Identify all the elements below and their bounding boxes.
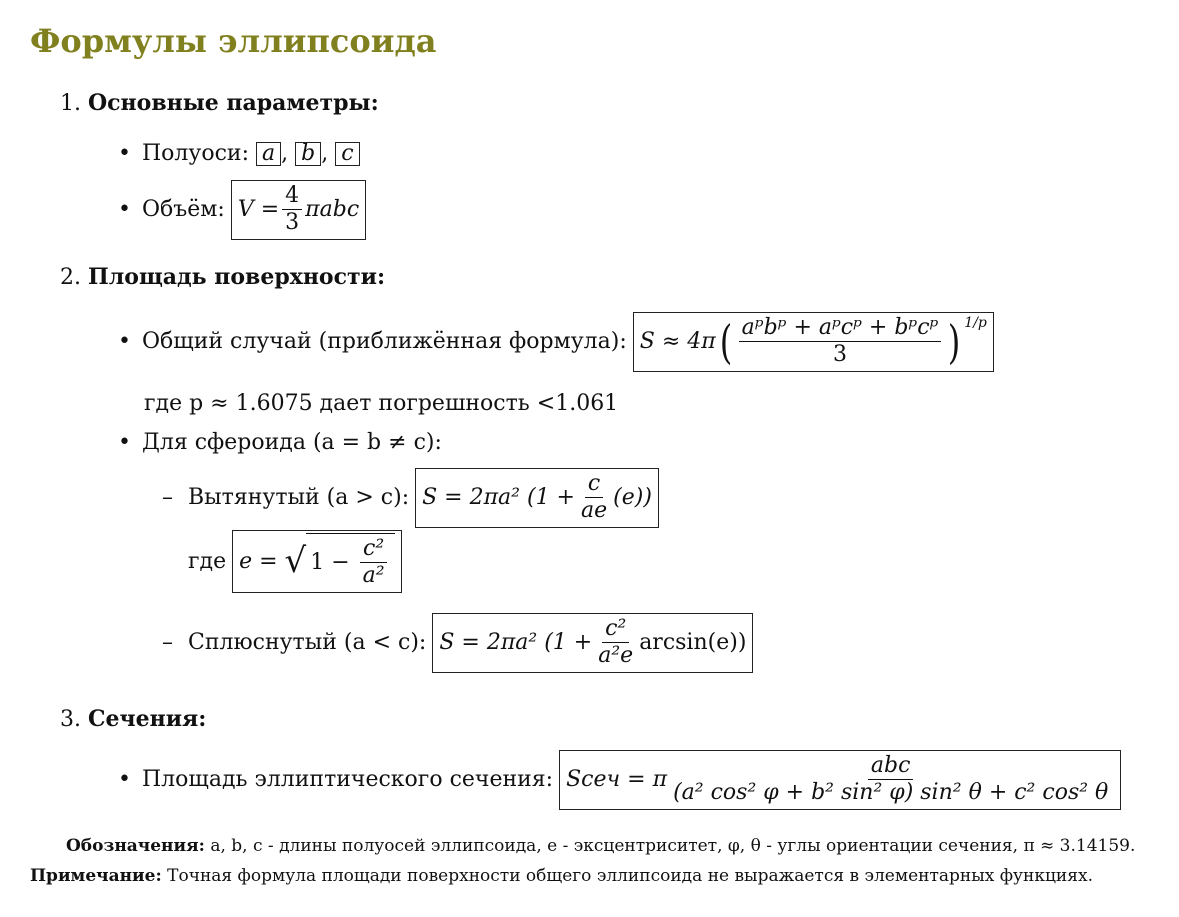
semiaxes-label: Полуоси: [142, 141, 249, 166]
fraction: $\frac{\text{c²}}{\text{a²e}}$ [598, 616, 634, 669]
section-1-heading [60, 90, 379, 116]
spheroid-item [118, 430, 442, 455]
volume-label: Объём: [142, 197, 225, 223]
page-title: Формулы эллипсоида [30, 22, 437, 60]
section-number: 2. [60, 265, 81, 290]
section-title: Основные параметры: [88, 90, 379, 116]
sqrt: √ 1 − $\frac{\text{c²}}{\text{a²}}$ [285, 533, 395, 590]
fraction: $\frac{\text{aᵖbᵖ + aᵖcᵖ + bᵖcᵖ}}{3}$ [739, 315, 942, 369]
bullet: • [118, 767, 131, 793]
fraction: $\frac{4}{3}$ [282, 183, 302, 237]
section-title: Площадь поверхности: [88, 264, 386, 290]
section-title: Сечения: [88, 706, 207, 732]
eccentricity-formula: e = √ 1 − $\frac{\text{c²}}{\text{a²}}$ [232, 530, 402, 593]
bullet: • [118, 141, 131, 166]
cross-section-item [118, 750, 1121, 810]
notation-label: Обозначения: [66, 836, 205, 856]
fraction: $\frac{\text{c²}}{\text{a²}}$ [360, 536, 388, 590]
section-number: 3. [60, 707, 81, 732]
semiaxis-c: c [335, 142, 359, 166]
general-label: Общий случай (приближённая формула): [142, 329, 627, 355]
fraction: $\frac{c}{ae}$ [581, 471, 608, 524]
where-p-text: где p ≈ 1.6075 дает погрешность <1.061 [144, 391, 619, 416]
volume-item [118, 180, 366, 240]
remark-note [30, 866, 1093, 886]
dash: – [162, 630, 173, 656]
notation-text: a, b, c - длины полуосей эллипсоида, e - эксцентриситет, φ, θ - углы ориентации сечения, π ≈ 3.14159. [210, 836, 1136, 856]
general-formula: S ≈ 4π ( $\frac{\text{aᵖbᵖ + aᵖcᵖ + bᵖcᵖ}}{3}$ ) 1/p [633, 312, 994, 372]
eccentricity-item [188, 530, 402, 593]
semiaxis-b: b [295, 142, 321, 166]
bullet: • [118, 197, 131, 223]
bullet: • [118, 329, 131, 355]
dash: – [162, 485, 173, 511]
remark-text: Точная формула площади поверхности общего эллипсоида не выражается в элементарных функциях. [167, 866, 1093, 886]
section-2-heading [60, 264, 385, 290]
oblate-label: Сплюснутый (a < c): [188, 630, 427, 656]
spheroid-label: Для сфероида (a = b ≠ c): [142, 430, 442, 455]
prolate-label: Вытянутый (a > c): [188, 485, 410, 511]
prolate-item [162, 468, 659, 528]
semiaxis-a: a [256, 142, 281, 166]
cross-section-formula: Sсеч = π $\frac{\text{abc}}{\text{(a² cos² φ + b² sin² φ) sin² θ + c² cos² θ}}$ [559, 750, 1121, 810]
cross-section-label: Площадь эллиптического сечения: [142, 767, 554, 793]
volume-formula: V = $\frac{4}{3}$ πabc [231, 180, 366, 240]
oblate-formula: S = 2πa² (1 + $\frac{\text{c²}}{\text{a²e}}$ arcsin(e)) [432, 613, 753, 673]
remark-label: Примечание: [30, 866, 162, 886]
general-item [118, 312, 994, 372]
oblate-item [162, 613, 753, 673]
fraction: $\frac{\text{abc}}{\text{(a² cos² φ + b² sin² φ) sin² θ + c² cos² θ}}$ [673, 753, 1109, 806]
bullet: • [118, 430, 131, 455]
semiaxes-item: • Полуоси: a , b , c [118, 141, 360, 166]
notation-note [66, 836, 1135, 856]
section-number: 1. [60, 91, 81, 116]
section-3-heading [60, 706, 206, 732]
where-label: где [188, 548, 227, 574]
prolate-formula: S = 2πa² (1 + $\frac{c}{ae}$ (e)) [415, 468, 659, 528]
